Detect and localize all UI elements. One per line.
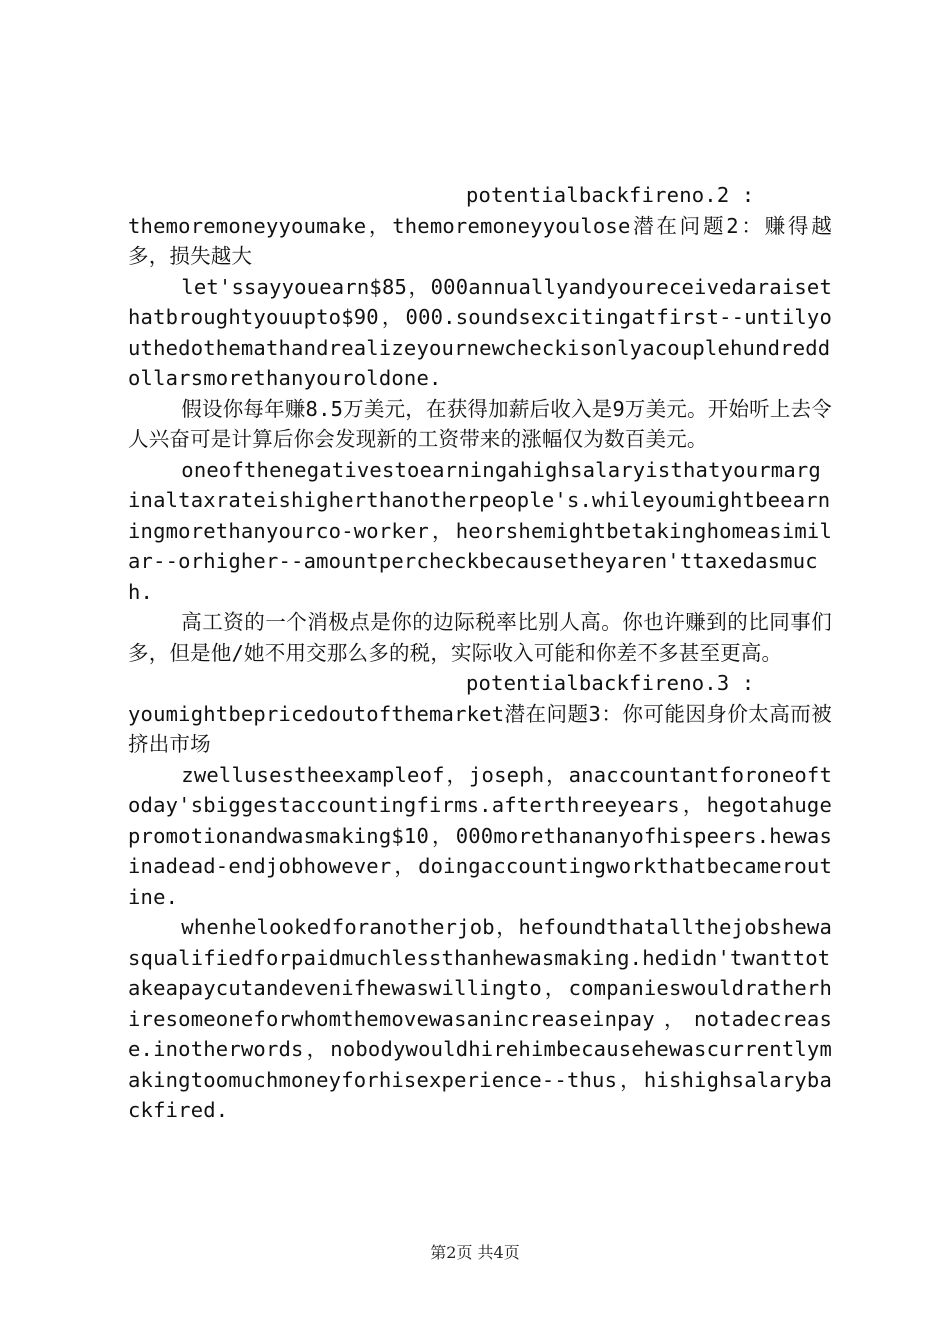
section-heading	[128, 668, 832, 760]
document-page	[128, 180, 832, 1126]
heading-lead: potentialbackfireno.2 :	[466, 183, 755, 207]
page-footer: 第2页 共4页	[430, 1243, 520, 1262]
body-paragraph: zwellusestheexampleof，joseph，anaccountantforoneoftoday'sbiggestaccountingfirms.afterthreeyears，hegotahugepromotionandwasmaking$10，000morethananyofhispeers.hewasinadead-endjobhowever，doingaccountingworkthatbecameroutine.	[128, 762, 832, 909]
body-paragraph: let'ssayyouearn$85，000annuallyandyoureceivedaraisethatbroughtyouupto$90，000.soundsexcitingatfirst--untilyouthedothemathandrealizeyournewcheckisonlyacouplehundreddollarsmorethanyouroldone.	[128, 274, 832, 390]
body-paragraph: 假设你每年赚8.5万美元，在获得加薪后收入是9万美元。开始听上去令人兴奋可是计算后你会发现新的工资带来的涨幅仅为数百美元。	[128, 396, 832, 451]
heading-lead: potentialbackfireno.3 :	[466, 671, 755, 695]
body-paragraph: whenhelookedforanotherjob，hefoundthatallthejobshewasqualifiedforpaidmuchlessthanhewasmaking.hedidn'twanttotakeapaycutandevenifhewaswillingto，companieswouldratherhiresomeoneforwhomthemovewasanincreaseinpay，notadecrease.inotherwords，nobodywouldhirehimbecausehewascurrentlymakingtoomuchmoneyforhisexperience--thus，hishighsalarybackfired.	[128, 915, 832, 1122]
heading-text: youmightbepricedoutofthemarket潜在问题3：你可能因身价太高而被挤出市场	[128, 701, 832, 756]
body-paragraph: 高工资的一个消极点是你的边际税率比别人高。你也许赚到的比同事们多，但是他/她不用交那么多的税，实际收入可能和你差不多甚至更高。	[128, 610, 832, 665]
section-heading	[128, 180, 832, 272]
heading-text: themoremoneyyoumake，themoremoneyyoulose潜在问题2：赚得越多，损失越大	[128, 213, 832, 268]
body-paragraph: oneofthenegativestoearningahighsalaryisthatyourmarginaltaxrateishigherthanotherpeople's.whileyoumightbeearningmorethanyourco-worker，heorshemightbetakinghomeasimilar--orhigher--amountpercheckbecausetheyaren'ttaxedasmuch.	[128, 457, 832, 604]
